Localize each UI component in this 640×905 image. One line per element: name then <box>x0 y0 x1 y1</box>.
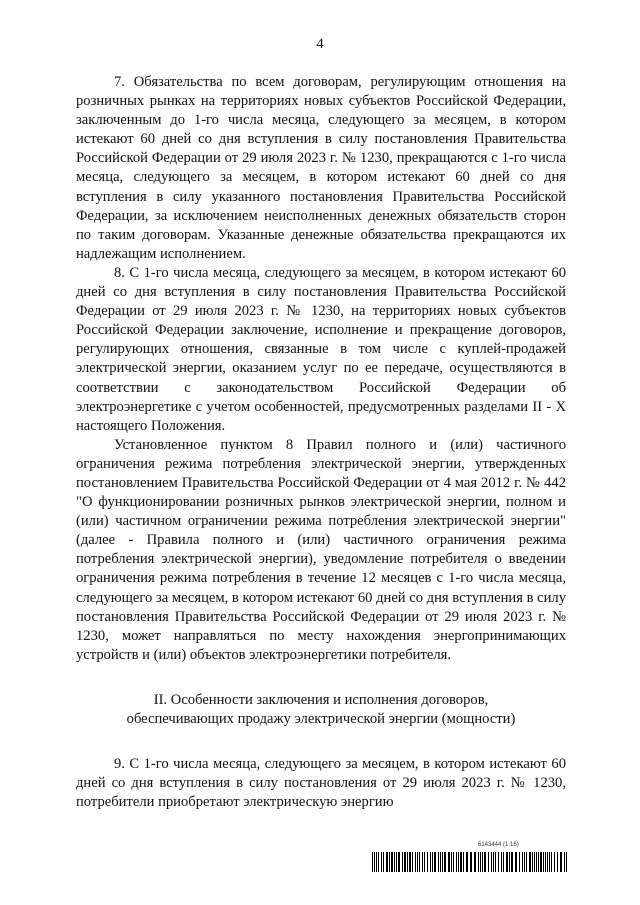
document-body <box>76 73 566 812</box>
paragraph-7: 7. Обязательства по всем договорам, регулирующим отношения на розничных рынках на территориях новых субъектов Российской Федерации, заключенным до 1-го числа месяца, следующего за месяцем, в котором истекают 60 дней со дня вступления в силу постановления Правительства Российской Федерации от 29 июля 2023 г. № 1230, прекращаются с 1-го числа месяца, следующего за месяцем, в котором истекают 60 дней со дня вступления в силу указанного постановления Правительства Российской Федерации, за исключением неисполненных денежных обязательств сторон по таким договорам. Указанные денежные обязательства прекращаются их надлежащим исполнением. <box>76 74 566 262</box>
section-heading <box>76 691 566 729</box>
section-heading-line-2: обеспечивающих продажу электрической энергии (мощности) <box>126 711 516 727</box>
paragraph-8-continued: Установленное пунктом 8 Правил полного и (или) частичного ограничения режима потребления электрической энергии, утвержденных постановлением Правительства Российской Федерации от 4 мая 2012 г. № 442 "О функционировании розничных рынков электрической энергии, полном и (или) частичном ограничении режима потребления электрической энергии" (далее - Правила полного и (или) частичного ограничения режима потребления электрической энергии), уведомление потребителя о введении ограничения режима потребления в течение 12 месяцев с 1-го числа месяца, следующего за месяцем, в котором истекают 60 дней со дня вступления в силу постановления Правительства Российской Федерации от 29 июля 2023 г. № 1230, может направляться по месту нахождения энергопринимающих устройств и (или) объектов электроэнергетики потребителя. <box>76 436 566 663</box>
paragraph-8: 8. С 1-го числа месяца, следующего за месяцем, в котором истекают 60 дней со дня вступления в силу постановления Правительства Российской Федерации от 29 июля 2023 г. № 1230, на территориях новых субъектов Российской Федерации заключение, исполнение и прекращение договоров, регулирующих отношения, связанные в том числе с куплей-продажей электрической энергии, оказанием услуг по ее передаче, осуществляются в соответствии с законодательством Российской Федерации об электроэнергетике с учетом особенностей, предусмотренных разделами II - X настоящего Положения. <box>76 264 566 434</box>
paragraph-9: 9. С 1-го числа месяца, следующего за месяцем, в котором истекают 60 дней со дня вступления в силу постановления от 29 июля 2023 г. № 1230, потребители приобретают электрическую энергию <box>76 756 566 811</box>
section-heading-line-1: II. Особенности заключения и исполнения договоров, <box>153 691 489 708</box>
page-number: 4 <box>316 36 324 52</box>
barcode-label: 6143444 (1.16) <box>478 842 519 848</box>
barcode-image <box>372 852 568 872</box>
